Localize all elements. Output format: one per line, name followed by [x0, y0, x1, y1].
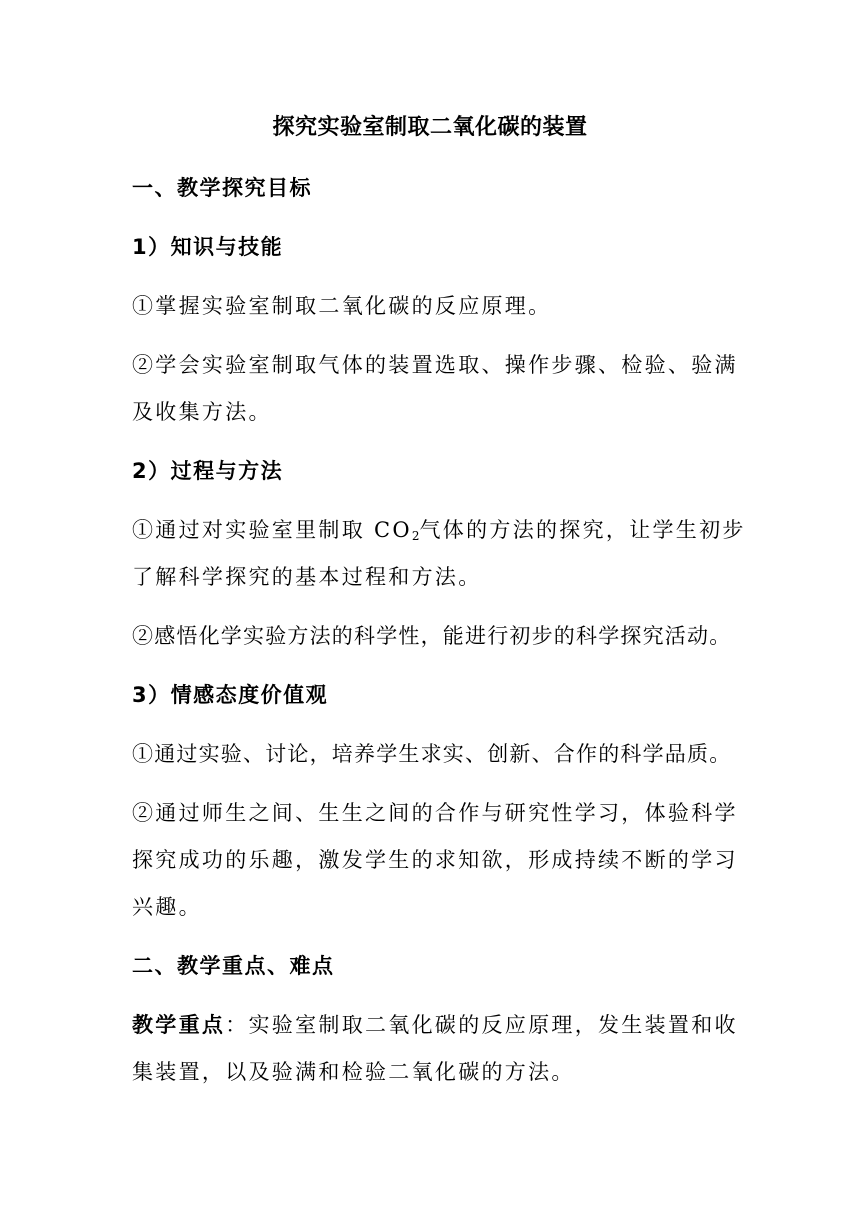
paragraph-emotion-item-2-line-3: 兴趣。: [132, 895, 202, 919]
section-heading-objectives: 一、教学探究目标: [132, 176, 312, 200]
paragraph-key-points-line-2: 集装置，以及验满和检验二氧化碳的方法。: [132, 1060, 575, 1084]
co2-subscript: 2: [411, 529, 420, 543]
process-item-1-text-start: ①通过对实验室里制取 CO: [132, 518, 412, 542]
paragraph-process-item-1-line-1: [132, 515, 746, 545]
document-title: 探究实验室制取二氧化碳的装置: [272, 115, 588, 140]
section-heading-key-difficult-points: 二、教学重点、难点: [132, 954, 335, 978]
subheading-process-methods: 2）过程与方法: [132, 459, 284, 483]
subheading-emotion-attitude-values: 3）情感态度价值观: [132, 683, 329, 707]
paragraph-process-item-1-line-2: 了解科学探究的基本过程和方法。: [132, 565, 482, 589]
paragraph-process-item-2: ②感悟化学实验方法的科学性，能进行初步的科学探究活动。: [132, 624, 732, 648]
paragraph-key-points-line-1: [132, 1010, 738, 1040]
paragraph-knowledge-item-2-line-1: ②学会实验室制取气体的装置选取、操作步骤、检验、验满: [132, 353, 738, 377]
paragraph-emotion-item-2-line-2: 探究成功的乐趣，激发学生的求知欲，形成持续不断的学习: [132, 848, 738, 872]
key-points-label: 教学重点: [132, 1013, 226, 1037]
key-points-text: ：实验室制取二氧化碳的反应原理，发生装置和收: [225, 1013, 738, 1037]
paragraph-emotion-item-2-line-1: ②通过师生之间、生生之间的合作与研究性学习，体验科学: [132, 801, 738, 825]
paragraph-knowledge-item-2-line-2: 及收集方法。: [132, 400, 272, 424]
paragraph-emotion-item-1: ①通过实验、讨论，培养学生求实、创新、合作的科学品质。: [132, 742, 732, 766]
paragraph-knowledge-item-1: ①掌握实验室制取二氧化碳的反应原理。: [132, 294, 552, 318]
subheading-knowledge-skills: 1）知识与技能: [132, 235, 284, 259]
process-item-1-text-end: 气体的方法的探究，让学生初步: [419, 518, 746, 542]
